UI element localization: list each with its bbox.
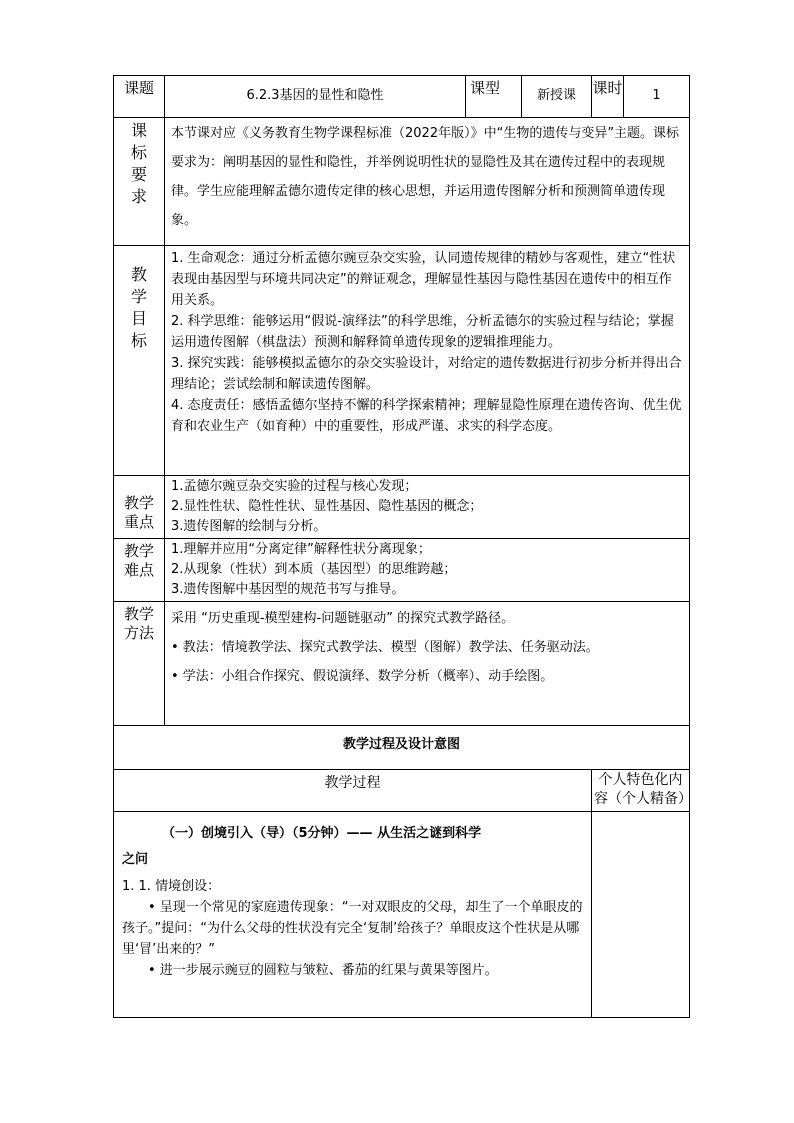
standard-label-text: 课标要求 <box>130 121 147 206</box>
hours-value: 1 <box>624 76 690 118</box>
step-label: 1. 1. 情境创设： <box>122 879 221 894</box>
difficulties-label-text: 教学难点 <box>123 542 154 579</box>
methods-content <box>165 602 690 726</box>
objectives-label-text: 教学目标 <box>130 265 147 350</box>
key-points-label <box>114 476 165 539</box>
methods-label-text: 教学方法 <box>123 605 154 642</box>
part1-title: （一）创境引入（导）（5分钟）—— 从生活之谜到科学 <box>162 826 482 841</box>
process-content <box>114 812 592 1018</box>
part1-title-cont: 之问 <box>122 852 149 867</box>
topic-label: 课题 <box>114 76 165 118</box>
topic-value: 6.2.3基因的显性和隐性 <box>165 76 466 118</box>
process-title-row <box>114 726 690 770</box>
standard-label <box>114 118 165 246</box>
objective-item: 1. 生命观念：通过分析孟德尔豌豆杂交实验，认同遗传规律的精妙与客观性，建立“性状表现由基因型与环境共同决定”的辩证观念，理解显性基因与隐性基因在遗传中的相互作用关系。 <box>171 251 676 308</box>
key-points-row <box>114 476 690 539</box>
methods-label <box>114 602 165 726</box>
key-point-item: 2.显性性状、隐性性状、显性基因、隐性基因的概念； <box>171 499 483 514</box>
objectives-row <box>114 246 690 476</box>
process-column-header: 教学过程 <box>114 770 592 812</box>
methods-row <box>114 602 690 726</box>
difficulty-item: 2.从现象（性状）到本质（基因型）的思维跨越； <box>171 562 457 577</box>
objective-item: 4. 态度责任：感悟孟德尔坚持不懈的科学探索精神；理解显隐性原理在遗传咨询、优生优育和农业生产（如育种）中的重要性，形成严谨、求实的科学态度。 <box>171 398 682 434</box>
lesson-plan-page <box>113 75 692 1018</box>
header-row <box>114 76 690 118</box>
type-label: 课型 <box>466 76 522 118</box>
standard-text: 本节课对应《义务教育生物学课程标准（2022年版）》中“生物的遗传与变异”主题。课标要求为：阐明基因的显性和隐性，并举例说明性状的显隐性及其在遗传过程中的表现规律。学生应能理解孟德尔遗传定律的核心思想，并运用遗传图解分析和预测简单遗传现象。 <box>165 118 690 246</box>
key-point-item: 1.孟德尔豌豆杂交实验的过程与核心发现； <box>171 479 418 494</box>
difficulty-item: 1.理解并应用“分离定律”解释性状分离现象； <box>171 542 431 557</box>
difficulties-label <box>114 539 165 602</box>
process-header-row <box>114 770 690 812</box>
methods-learning: • 学法：小组合作探究、假说演绎、数学分析（概率）、动手绘图。 <box>171 669 554 684</box>
difficulties-list <box>165 539 690 602</box>
process-content-row <box>114 812 690 1018</box>
methods-intro: 采用 “历史重现-模型建构-问题链驱动” 的探究式教学路径。 <box>171 611 515 626</box>
scenario-bullet-2: • 进一步展示豌豆的圆粒与皱粒、番茄的红果与黄果等图片。 <box>148 963 498 978</box>
methods-teaching: • 教法：情境教学法、探究式教学法、模型（图解）教学法、任务驱动法。 <box>171 640 599 655</box>
objective-item: 2. 科学思维：能够运用“假说-演绎法”的科学思维，分析孟德尔的实验过程与结论；掌握运用遗传图解（棋盘法）预测和解释简单遗传现象的逻辑推理能力。 <box>171 314 674 350</box>
standard-row <box>114 118 690 246</box>
objective-item: 3. 探究实践：能够模拟孟德尔的杂交实验设计，对给定的遗传数据进行初步分析并得出合理结论；尝试绘制和解读遗传图解。 <box>171 356 682 392</box>
objectives-list <box>165 246 690 476</box>
personal-content <box>592 812 690 1018</box>
scenario-bullet-1: • 呈现一个常见的家庭遗传现象：“一对双眼皮的父母，却生了一个单眼皮的孩子。”提问：“为什么父母的性状没有完全‘复制’给孩子？单眼皮这个性状是从哪里‘冒’出来的？” <box>122 900 583 957</box>
lesson-plan-table <box>113 75 690 1018</box>
process-section-title: 教学过程及设计意图 <box>114 726 690 770</box>
key-point-item: 3.遗传图解的绘制与分析。 <box>171 519 327 534</box>
difficulty-item: 3.遗传图解中基因型的规范书写与推导。 <box>171 582 405 597</box>
difficulties-row <box>114 539 690 602</box>
type-value: 新授课 <box>522 76 592 118</box>
key-points-label-text: 教学重点 <box>123 494 154 531</box>
key-points-list <box>165 476 690 539</box>
personal-column-header: 个人特色化内容（个人精备） <box>592 770 690 812</box>
hours-label: 课时 <box>592 76 624 118</box>
objectives-label <box>114 246 165 476</box>
